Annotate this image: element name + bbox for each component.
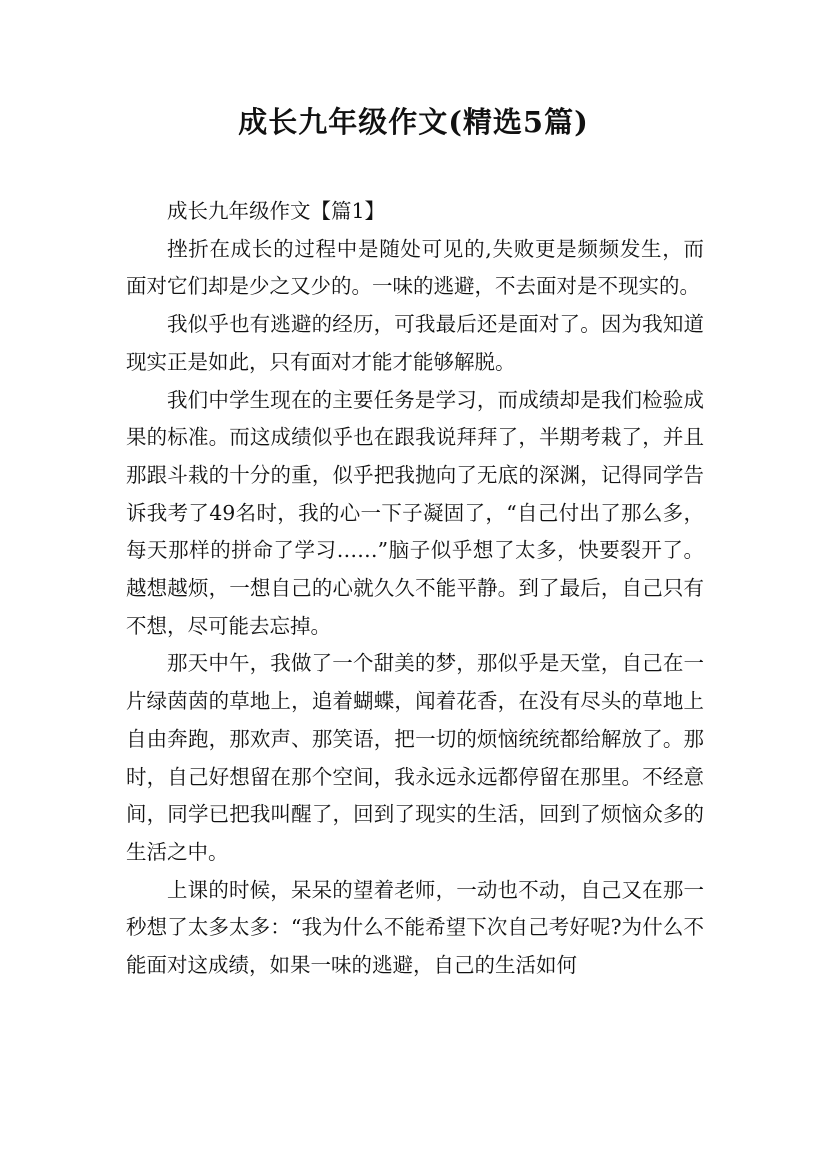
- document-body: [126, 193, 704, 985]
- paragraph-2: 我似乎也有逃避的经历，可我最后还是面对了。因为我知道现实正是如此，只有面对才能才能够解脱。: [126, 312, 704, 374]
- paragraph-3: 我们中学生现在的主要任务是学习，而成绩却是我们检验成果的标准。而这成绩似乎也在跟我说拜拜了，半期考栽了，并且那跟斗栽的十分的重，似乎把我抛向了无底的深渊，记得同学告诉我考了49名时，我的心一下子凝固了，“自己付出了那么多，每天那样的拼命了学习……”脑子似乎想了太多，快要裂开了。越想越烦，一想自己的心就久久不能平静。到了最后，自己只有不想，尽可能去忘掉。: [126, 387, 704, 638]
- document-title: 成长九年级作文(精选5篇): [238, 105, 589, 139]
- paragraph-4: 那天中午，我做了一个甜美的梦，那似乎是天堂，自己在一片绿茵茵的草地上，追着蝴蝶，闻着花香，在没有尽头的草地上自由奔跑，那欢声、那笑语，把一切的烦恼统统都给解放了。那时，自己好想留在那个空间，我永远永远都停留在那里。不经意间，同学已把我叫醒了，回到了现实的生活，回到了烦恼众多的生活之中。: [126, 651, 704, 864]
- paragraph-1: 挫折在成长的过程中是随处可见的,失败更是频频发生，而面对它们却是少之又少的。一味的逃避，不去面对是不现实的。: [126, 236, 704, 299]
- paragraph-5: 上课的时候，呆呆的望着老师，一动也不动，自己又在那一秒想了太多太多：“我为什么不能希望下次自己考好呢?为什么不能面对这成绩，如果一味的逃避，自己的生活如何: [126, 877, 704, 978]
- section-heading: 成长九年级作文【篇1】: [167, 199, 386, 223]
